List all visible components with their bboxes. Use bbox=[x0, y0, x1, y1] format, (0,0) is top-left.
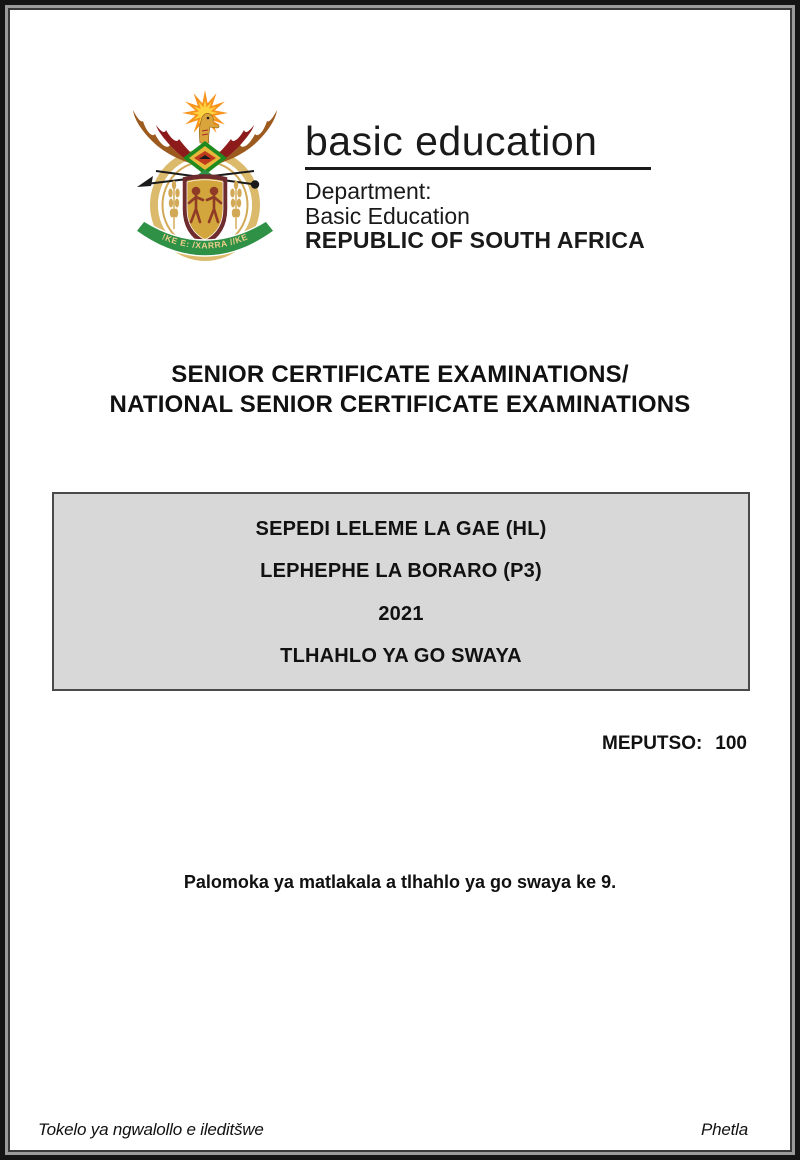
marks-row bbox=[602, 733, 747, 755]
shield bbox=[185, 177, 225, 244]
department-label: Department: bbox=[305, 178, 432, 204]
protea-diamond bbox=[183, 141, 227, 175]
subject-box bbox=[52, 492, 750, 691]
wheat-left bbox=[168, 181, 179, 230]
page-frame-mid bbox=[5, 5, 795, 1155]
motto-textpath: !KE E: /XARRA //KE bbox=[160, 231, 250, 251]
page-count-note: Palomoka ya matlakala a tlhahlo ya go swaya ke 9. bbox=[183, 872, 617, 892]
exam-title-line-1: SENIOR CERTIFICATE EXAMINATIONS/ bbox=[171, 361, 629, 388]
wheat-right bbox=[230, 181, 241, 230]
subject-line-doctype: TLHAHLO YA GO SWAYA bbox=[280, 644, 522, 667]
coat-of-arms-logo bbox=[130, 85, 280, 275]
department-block bbox=[305, 179, 675, 253]
department-name: Basic Education bbox=[305, 202, 470, 229]
subject-line-paper: LEPHEPHE LA BORARO (P3) bbox=[260, 560, 542, 583]
subject-line-year: 2021 bbox=[378, 602, 424, 625]
footer-copyright: Tokelo ya ngwalollo e ileditšwe bbox=[38, 1120, 264, 1139]
exam-title bbox=[10, 360, 790, 420]
exam-title-line-2: NATIONAL SENIOR CERTIFICATE EXAMINATIONS bbox=[109, 391, 691, 418]
footer-turn-over: Phetla bbox=[700, 1120, 748, 1139]
subject-line-subject: SEPEDI LELEME LA GAE (HL) bbox=[255, 518, 547, 540]
document-page bbox=[8, 8, 792, 1152]
brand-underline bbox=[305, 167, 651, 170]
brand-title: basic education bbox=[305, 118, 598, 164]
country-name: REPUBLIC OF SOUTH AFRICA bbox=[305, 227, 645, 253]
marks-value: 100 bbox=[715, 733, 747, 754]
marks-label: MEPUTSO: bbox=[602, 733, 703, 754]
brand-block bbox=[305, 118, 675, 253]
